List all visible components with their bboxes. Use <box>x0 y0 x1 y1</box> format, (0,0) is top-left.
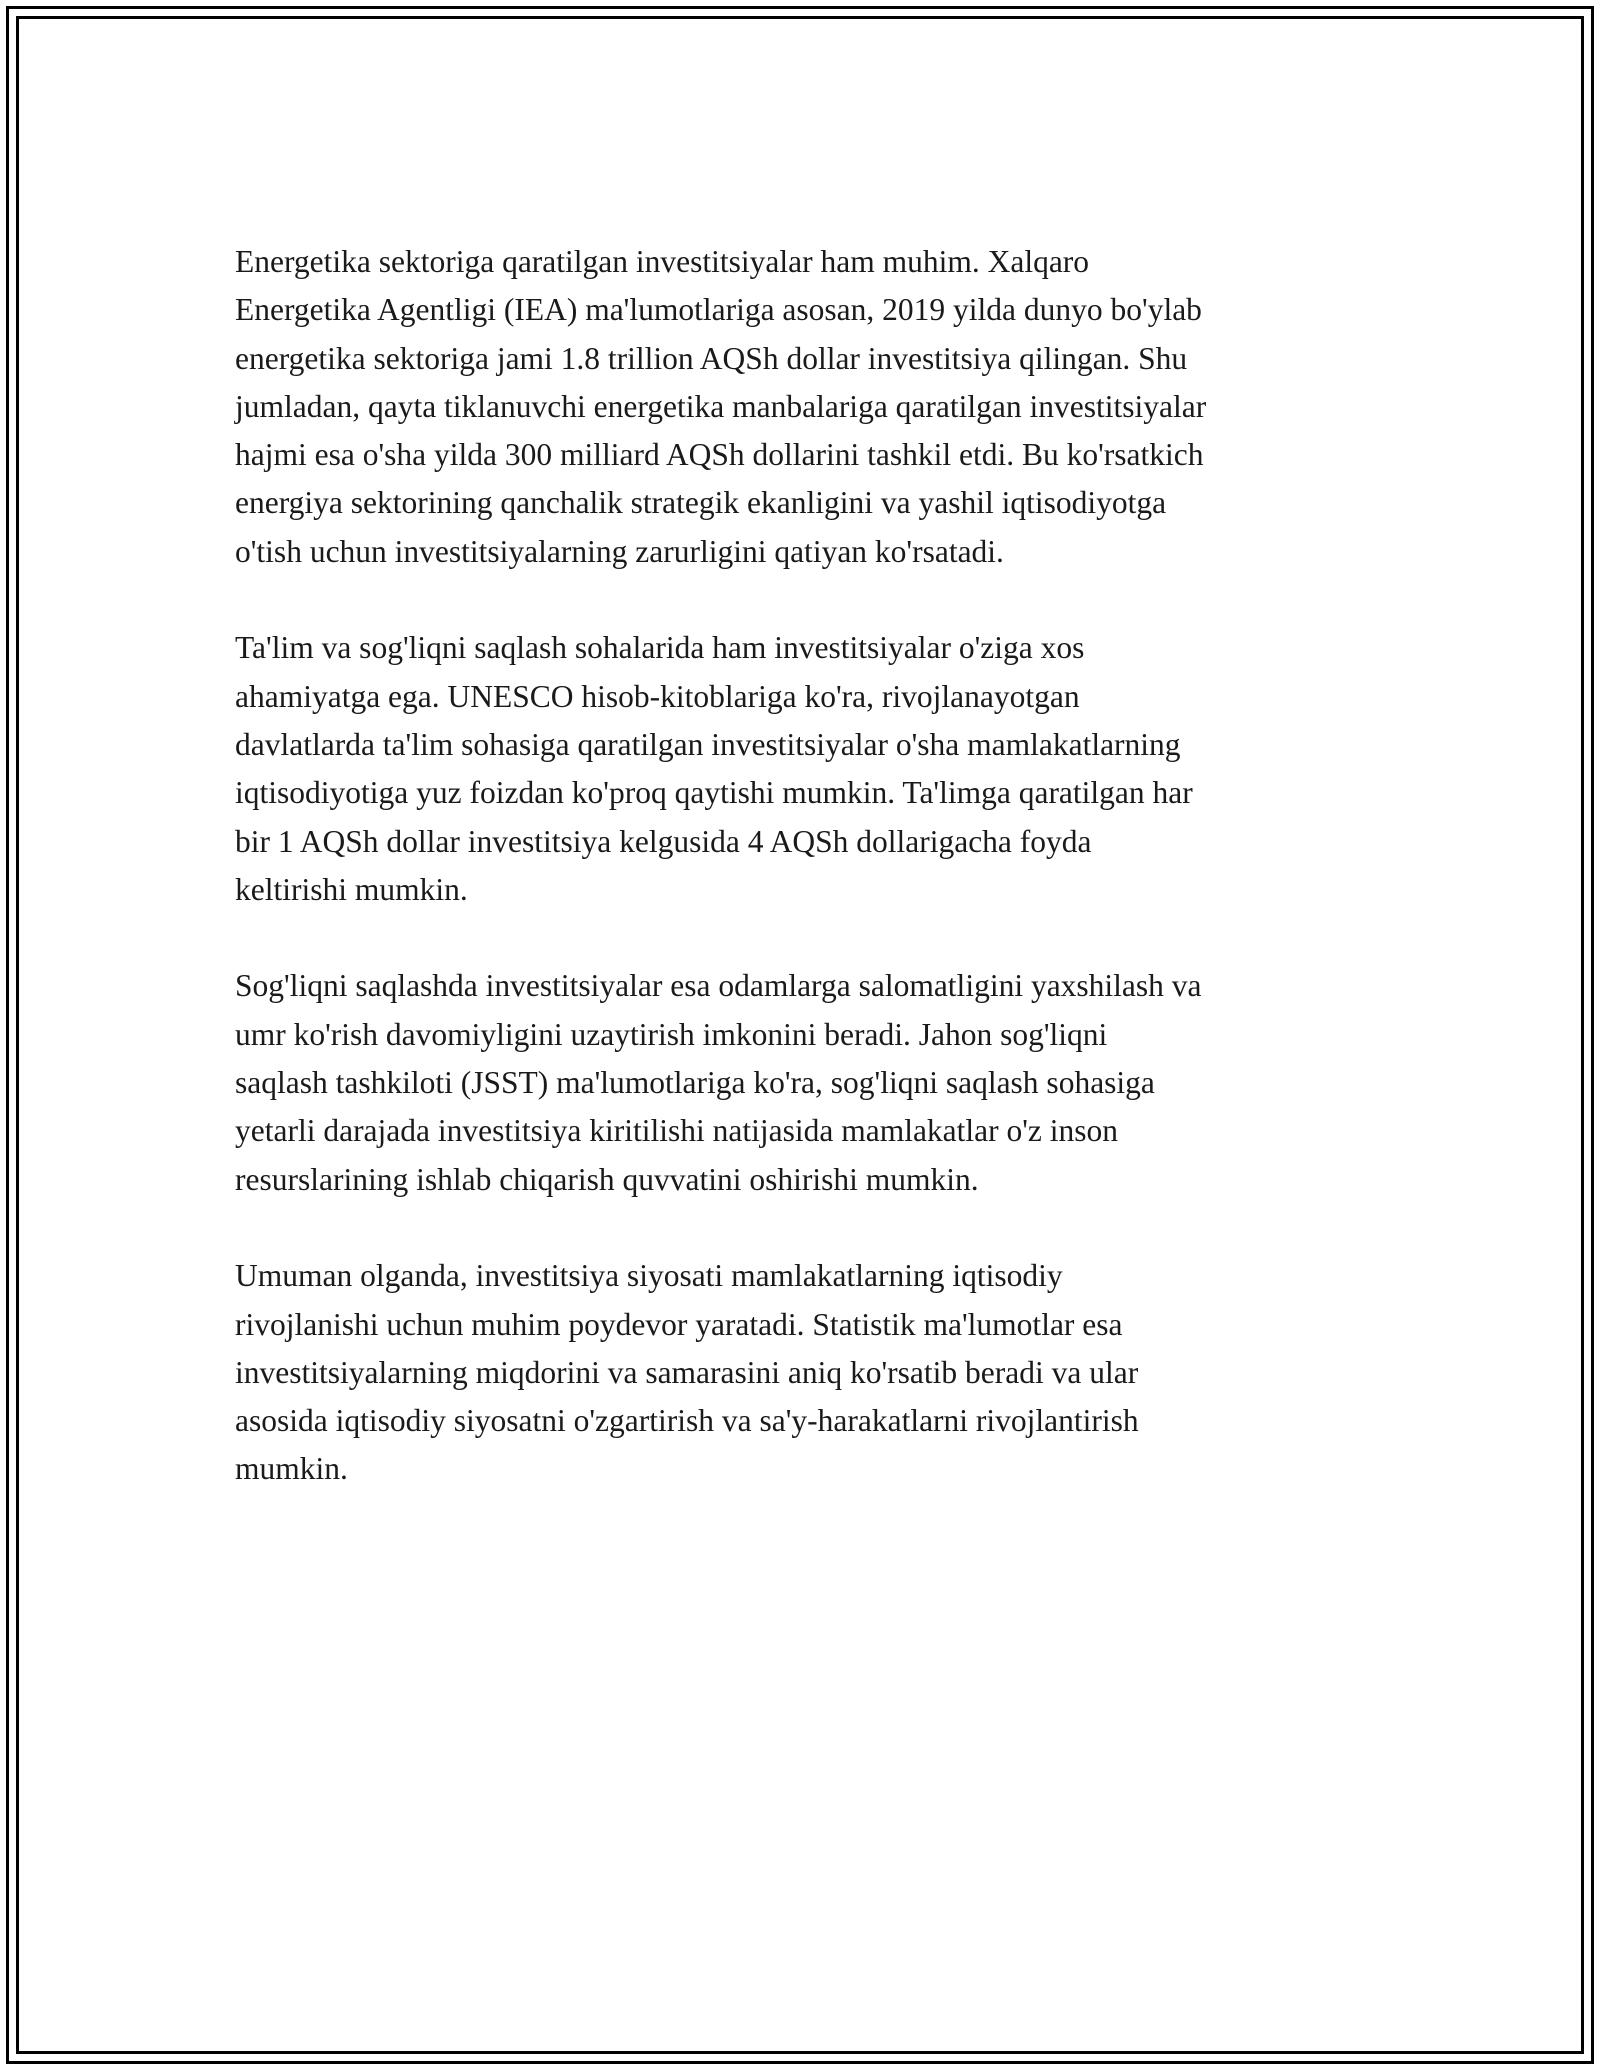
text-line: resurslarining ishlab chiqarish quvvatini oshirishi mumkin. <box>235 1161 979 1197</box>
text-line: energetika sektoriga jami 1.8 trillion AQSh dollar investitsiya qilingan. Shu <box>235 340 1188 376</box>
paragraph-energy <box>235 238 1375 576</box>
text-line: saqlash tashkiloti (JSST) ma'lumotlariga ko'ra, sog'liqni saqlash sohasiga <box>235 1065 1155 1101</box>
text-line: Energetika Agentligi (IEA) ma'lumotlariga asosan, 2019 yilda dunyo bo'ylab <box>235 292 1202 328</box>
text-line: Umuman olganda, investitsiya siyosati mamlakatlarning iqtisodiy <box>235 1258 1063 1294</box>
text-line: energiya sektorining qanchalik strategik ekanligini va yashil iqtisodiyotga <box>235 485 1167 521</box>
text-line: umr ko'rish davomiyligini uzaytirish imkonini beradi. Jahon sog'liqni <box>235 1016 1108 1052</box>
text-line: iqtisodiyotiga yuz foizdan ko'proq qaytishi mumkin. Ta'limga qaratilgan har <box>235 775 1193 811</box>
text-line: Sog'liqni saqlashda investitsiyalar esa odamlarga salomatligini yaxshilash va <box>235 968 1202 1004</box>
text-line: hajmi esa o'sha yilda 300 milliard AQSh dollarini tashkil etdi. Bu ko'rsatkich <box>235 437 1204 473</box>
paragraph-health <box>235 962 1375 1203</box>
text-line: Energetika sektoriga qaratilgan investitsiyalar ham muhim. Xalqaro <box>235 244 1090 279</box>
text-line: jumladan, qayta tiklanuvchi energetika manbalariga qaratilgan investitsiyalar <box>235 388 1207 424</box>
paragraph-conclusion <box>235 1252 1375 1493</box>
document-body <box>235 238 1375 1542</box>
text-line: davlatlarda ta'lim sohasiga qaratilgan investitsiyalar o'sha mamlakatlarning <box>235 726 1181 762</box>
text-line: Ta'lim va sog'liqni saqlash sohalarida ham investitsiyalar o'ziga xos <box>235 630 1085 666</box>
text-line: keltirishi mumkin. <box>235 871 468 907</box>
text-line: asosida iqtisodiy siyosatni o'zgartirish va sa'y-harakatlarni rivojlantirish <box>235 1403 1139 1439</box>
text-line: investitsiyalarning miqdorini va samarasini aniq ko'rsatib beradi va ular <box>235 1354 1139 1390</box>
text-line: rivojlanishi uchun muhim poydevor yaratadi. Statistik ma'lumotlar esa <box>235 1306 1123 1342</box>
text-line: mumkin. <box>235 1451 348 1487</box>
paragraph-education <box>235 624 1375 914</box>
text-line: o'tish uchun investitsiyalarning zarurligini qatiyan ko'rsatadi. <box>235 533 1004 569</box>
text-line: bir 1 AQSh dollar investitsiya kelgusida 4 AQSh dollarigacha foyda <box>235 823 1092 859</box>
text-line: yetarli darajada investitsiya kiritilishi natijasida mamlakatlar o'z inson <box>235 1113 1119 1149</box>
text-line: ahamiyatga ega. UNESCO hisob-kitoblariga ko'ra, rivojlanayotgan <box>235 678 1080 714</box>
